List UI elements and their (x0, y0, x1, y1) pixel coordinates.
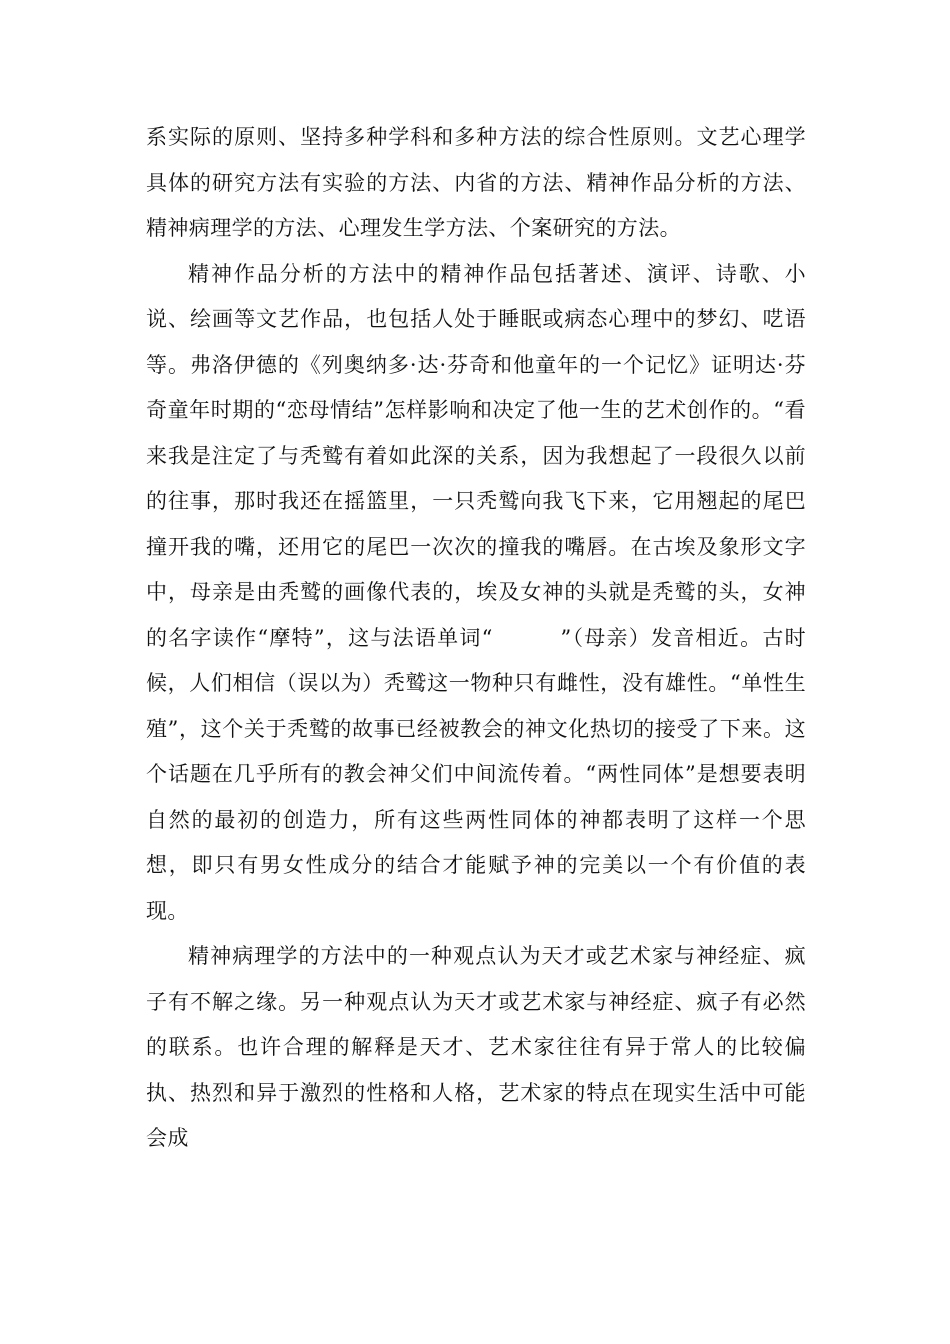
paragraph-psychopathology: 精神病理学的方法中的一种观点认为天才或艺术家与神经症、疯子有不解之缘。另一种观点认为天才或艺术家与神经症、疯子有必然的联系。也许合理的解释是天才、艺术家往往有异于常人的比较偏执、热烈和异于激烈的性格和人格，艺术家的特点在现实生活中可能会成 (146, 944, 806, 1150)
paragraph-psychic-works: 精神作品分析的方法中的精神作品包括著述、演评、诗歌、小说、绘画等文艺作品，也包括人处于睡眠或病态心理中的梦幻、呓语等。弗洛伊德的《列奥纳多·达·芬奇和他童年的一个记忆》证明达·芬奇童年时期的“恋母情结”怎样影响和决定了他一生的艺术创作的。“看来我是注定了与秃鹫有着如此深的关系，因为我想起了一段很久以前的往事，那时我还在摇篮里，一只秃鹫向我飞下来，它用翘起的尾巴撞开我的嘴，还用它的尾巴一次次的撞我的嘴唇。在古埃及象形文字中，母亲是由秃鹫的画像代表的，埃及女神的头就是秃鹫的头，女神的名字读作“摩特”，这与法语单词“ ”（母亲）发音相近。古时候，人们相信（误以为）秃鹫这一物种只有雌性，没有雄性。“单性生殖”，这个关于秃鹫的故事已经被教会的神文化热切的接受了下来。这个话题在几乎所有的教会神父们中间流传着。“两性同体”是想要表明自然的最初的创造力，所有这些两性同体的神都表明了这样一个思想，即只有男女性成分的结合才能赋予神的完美以一个有价值的表现。 (146, 261, 806, 923)
paragraph-continuation: 系实际的原则、坚持多种学科和多种方法的综合性原则。文艺心理学具体的研究方法有实验的方法、内省的方法、精神作品分析的方法、精神病理学的方法、心理发生学方法、个案研究的方法。 (146, 125, 806, 240)
body-text (146, 115, 806, 1162)
